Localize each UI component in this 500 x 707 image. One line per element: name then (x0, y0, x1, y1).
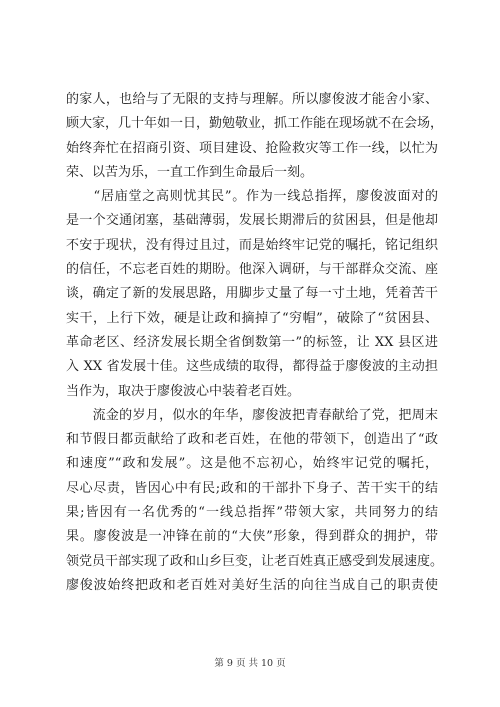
text-line: 谈，确定了新的发展思路，用脚步丈量了每一寸土地，凭着苦干 (66, 286, 438, 302)
text-line: 实干，上行下效，硬是让政和摘掉了“穷帽”，破除了“贫困县、 (66, 310, 438, 326)
text-line: 当作为，取决于廖俊波心中装着老百姓。 (66, 383, 301, 399)
text-line: 廖俊波始终把政和老百姓对美好生活的向往当成自己的职责使 (66, 577, 438, 593)
text-line: 始终奔忙在招商引资、项目建设、抢险救灾等工作一线，以忙为 (66, 140, 438, 156)
text-line: 果。廖俊波是一冲锋在前的“大侠”形象，得到群众的拥护，带 (66, 529, 438, 545)
text-line: 尽心尽责，皆因心中有民;政和的干部扑下身子、苦干实干的结 (66, 480, 438, 496)
text-line: 入 XX 省发展十佳。这些成绩的取得，都得益于廖俊波的主动担 (66, 359, 438, 375)
text-line: 顾大家，几十年如一日，勤勉敬业，抓工作能在现场就不在会场， (66, 116, 444, 132)
text-line: “居庙堂之高则忧其民”。作为一线总指挥，廖俊波面对的 (66, 189, 438, 205)
page-footer: 第 9 页 共 10 页 (214, 658, 286, 669)
text-line: 流金的岁月，似水的年华，廖俊波把青春献给了党，把周末 (66, 407, 438, 423)
text-line: 的信任，不忘老百姓的期盼。他深入调研，与干部群众交流、座 (66, 262, 438, 278)
body-text (66, 88, 444, 598)
text-line: 和节假日都贡献给了政和老百姓，在他的带领下，创造出了“政 (66, 432, 438, 448)
text-line: 的家人，也给与了无限的支持与理解。所以廖俊波才能舍小家、 (66, 92, 438, 107)
text-line: 是一个交通闭塞，基础薄弱，发展长期滞后的贫困县，但是他却 (66, 213, 438, 229)
text-line: 领党员干部实现了政和山乡巨变，让老百姓真正感受到发展速度。 (66, 553, 444, 569)
text-line: 不安于现状，没有得过且过，而是始终牢记党的嘱托，铭记组织 (66, 237, 438, 253)
text-line: 果;皆因有一名优秀的“一线总指挥”带领大家，共同努力的结 (66, 505, 438, 521)
text-line: 革命老区、经济发展长期全省倒数第一”的标签，让 XX 县区进 (66, 334, 438, 350)
text-line: 和速度”“政和发展”。这是他不忘初心，始终牢记党的嘱托， (66, 456, 438, 472)
text-line: 荣、以苦为乐，一直工作到生命最后一刻。 (66, 164, 314, 180)
